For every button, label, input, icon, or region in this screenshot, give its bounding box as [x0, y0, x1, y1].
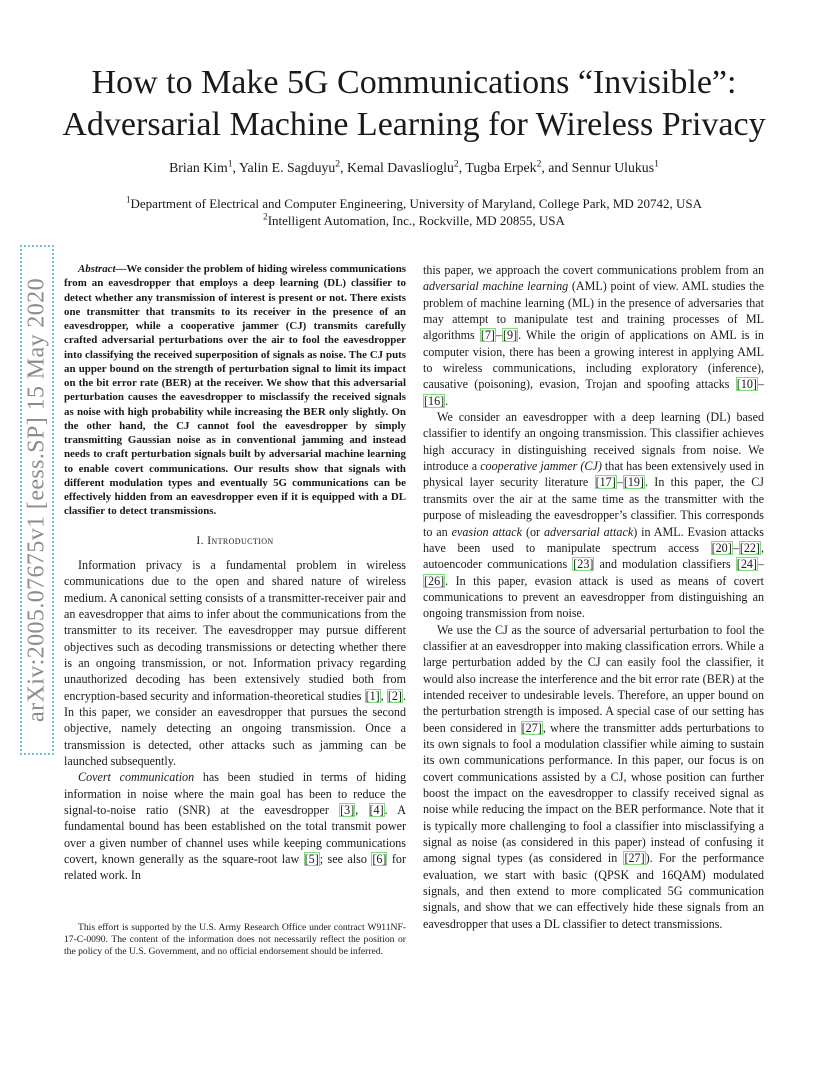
emphasis: cooperative jammer (CJ) — [480, 459, 602, 474]
author-affiliation-mark: 2 — [536, 158, 542, 170]
citation-link[interactable]: [16] — [424, 393, 445, 408]
emphasis: adversarial machine learning — [423, 279, 569, 294]
citation-link[interactable]: [3] — [340, 803, 355, 817]
citation-link[interactable]: [19] — [623, 475, 644, 490]
author-name: Tugba Erpek — [465, 160, 537, 175]
author-separator: , — [458, 160, 466, 175]
author-affiliation-mark: 1 — [227, 158, 233, 170]
citation-link[interactable]: [23] — [573, 557, 594, 572]
author-separator: , and — [541, 160, 572, 175]
section-number: I. — [196, 534, 208, 547]
paragraph: We use the CJ as the source of adversarial perturbation to fool the classifier at an eavesdropper into making classification errors. While a large perturbation added by the CJ can easily fool the classifier, it would also increase the interference and the bit error rate (BER) at the intended receiver to undesirable levels. Therefore, an upper bound on the perturbation strength is imposed. A special case of our setting has been considered in [27], where the transmitter adds perturbations to its own signals to fool a modulation classifier while aiming to sustain its own communications performance. In this paper, our focus is on covert communications assisted by a CJ, whose position can further boost the impact on the eavesdropper to classify received signal as noise while reducing the impact on the BER performance. Note that it is typically more challenging to fool a classifier into misclassifying a signal as noise (as considered in this paper) instead of confusing it among signal types (as considered in [27]). For the performance evaluation, we start with basic (QPSK and 16QAM) modulated signals, and then extend to more complicated 5G communication signals, and show that we can effectively hide these signals from an eavesdropper that uses a DL classifier to detect transmissions. — [423, 622, 764, 931]
affiliation-text: Intelligent Automation, Inc., Rockville, MD 20855, USA — [267, 213, 565, 228]
citation-link[interactable]: [4] — [369, 803, 384, 817]
author-list — [40, 159, 788, 177]
citation-link[interactable]: [7] — [480, 328, 495, 343]
citation-link[interactable]: [24] — [736, 557, 757, 572]
abstract — [64, 262, 406, 519]
paragraph: Covert communication has been studied in terms of hiding information in noise where the main goal has been to reduce the signal-to-noise ratio (SNR) at the eavesdropper [3], [4]. A fundamental bound has been established on the total transmit power over a given number of channel uses while keeping communications covert, known generally as the square-root law [5]; see also [6] for related work. In — [64, 770, 406, 883]
author-separator: , — [340, 160, 348, 175]
citation-link[interactable]: [27] — [521, 720, 542, 735]
author-separator: , — [232, 160, 239, 175]
paragraph: We consider an eavesdropper with a deep learning (DL) based classifier to identify an ongoing transmission. This classifier achieves high accuracy in distinguishing received signals from noise. We introduce a cooperative jammer (CJ) that has been extensively used in physical layer security literature [17]–[19]. In this paper, the CJ transmits over the air at the same time as the transmitter with the purpose of misleading the eavesdropper’s classifier. This corresponds to an evasion attack (or adversarial attack) in AML. Evasion attacks have been used to manipulate spectrum access [20]–[22], autoencoder communications [23] and modulation classifiers [24]–[26]. In this paper, evasion attack is used as means of covert communications to prevent an eavesdropper from distinguishing an ongoing transmission from noise. — [423, 410, 765, 621]
affiliation-text: Department of Electrical and Computer Engineering, University of Maryland, College Park, MD 20742, USA — [130, 196, 703, 211]
affiliation-mark: 1 — [125, 194, 131, 205]
author-affiliation-mark: 2 — [453, 158, 459, 170]
author-name: Kemal Davaslioglu — [347, 160, 454, 175]
affiliations — [40, 195, 788, 229]
abstract-label: Abstract — [78, 263, 116, 275]
emphasis: Covert communication — [78, 770, 195, 785]
citation-link[interactable]: [9] — [503, 328, 518, 343]
title-line-2: Adversarial Machine Learning for Wireless Privacy — [62, 106, 766, 143]
title-line-1: How to Make 5G Communications “Invisible”: — [91, 64, 737, 101]
paragraph: Information privacy is a fundamental problem in wireless communications due to the open and shared nature of wireless medium. A canonical setting consists of a transmitter-receiver pair and an eavesdropper that aims to infer about the communications from the transmitter to its receiver. The eavesdropper may pursue different objectives such as decoding transmissions or detecting whether there is an ongoing transmission, or not. Information privacy regarding unauthorized decoding has been extensively studied both from encryption-based security and information-theoretical studies [1], [2]. In this paper, we consider an eavesdropper that pursues the second objective, namely detecting an ongoing transmission. Once a transmission is detected, other attacks such as jamming can be launched subsequently. — [64, 557, 406, 768]
right-column — [423, 262, 764, 932]
author-affiliation-mark: 2 — [335, 158, 341, 170]
paragraph: this paper, we approach the covert communications problem from an adversarial machine learning (AML) point of view. AML studies the problem of machine learning (ML) in the presence of adversaries that may attempt to manipulate test and training processes of ML algorithms [7]–[9]. While the origin of applications on AML is in computer vision, there has been a growing interest in applying AML to wireless communications, including exploratory (inference), causative (poisoning), evasion, Trojan and spoofing attacks [10]–[16]. — [423, 263, 764, 408]
citation-link[interactable]: [2] — [387, 688, 402, 703]
section-title: Introduction — [207, 534, 274, 547]
citation-link[interactable]: [26] — [424, 573, 445, 588]
arxiv-stamp-text[interactable]: arXiv:2005.07675v1 [eess.SP] 15 May 2020 — [23, 278, 50, 722]
citation-link[interactable]: [1] — [365, 688, 380, 703]
citation-link[interactable]: [27] — [624, 851, 645, 866]
affiliation — [40, 195, 788, 212]
paper-title — [40, 62, 788, 146]
author-name: Brian Kim — [169, 160, 228, 175]
affiliation — [40, 212, 788, 229]
citation-link[interactable]: [6] — [372, 852, 387, 867]
citation-link[interactable]: [5] — [304, 852, 319, 867]
emphasis: adversarial attack — [543, 524, 634, 539]
citation-link[interactable]: [17] — [595, 475, 616, 490]
left-column — [64, 262, 406, 884]
affiliation-mark: 2 — [263, 211, 268, 222]
author-name: Yalin E. Sagduyu — [238, 160, 336, 175]
abstract-dash: — — [115, 263, 127, 275]
footnote: This effort is supported by the U.S. Army Research Office under contract W911NF-17-C-0090. The content of the information does not necessarily reflect the position or the policy of the U.S. Government, and no official endorsement should be inferred. — [64, 922, 406, 957]
section-heading-introduction — [64, 533, 406, 549]
author-name: Sennur Ulukus — [571, 160, 655, 175]
citation-link[interactable]: [10] — [736, 377, 757, 392]
citation-link[interactable]: [22] — [739, 540, 760, 555]
emphasis: evasion attack — [451, 524, 523, 539]
abstract-text: We consider the problem of hiding wireless communications from an eavesdropper that employs a deep learning (DL) classifier to detect whether any transmission of interest is present or not. There exists one transmitter that transmits to its receiver in the presence of an eavesdropper, while a cooperative jammer (CJ) transmits carefully crafted adversarial perturbations over the air to fool the eavesdropper into classifying the received superposition of signals as noise. The CJ puts an upper bound on the strength of perturbation signal to limit its impact on the bit error rate (BER) at the receiver. We show that this adversarial perturbation causes the eavesdropper to misclassify the received signals as noise with high probability while increasing the BER only slightly. On the other hand, the CJ cannot fool the eavesdropper by simply transmitting Gaussian noise as in conventional jamming and instead needs to craft perturbation signals built by adversarial machine learning to enable covert communications. Our results show that signals with different modulation types and eventually 5G communications can be effectively hidden from an eavesdropper even if it is equipped with a DL classifier to detect transmissions. — [64, 263, 406, 518]
citation-link[interactable]: [20] — [711, 540, 732, 555]
author-affiliation-mark: 1 — [654, 158, 659, 170]
